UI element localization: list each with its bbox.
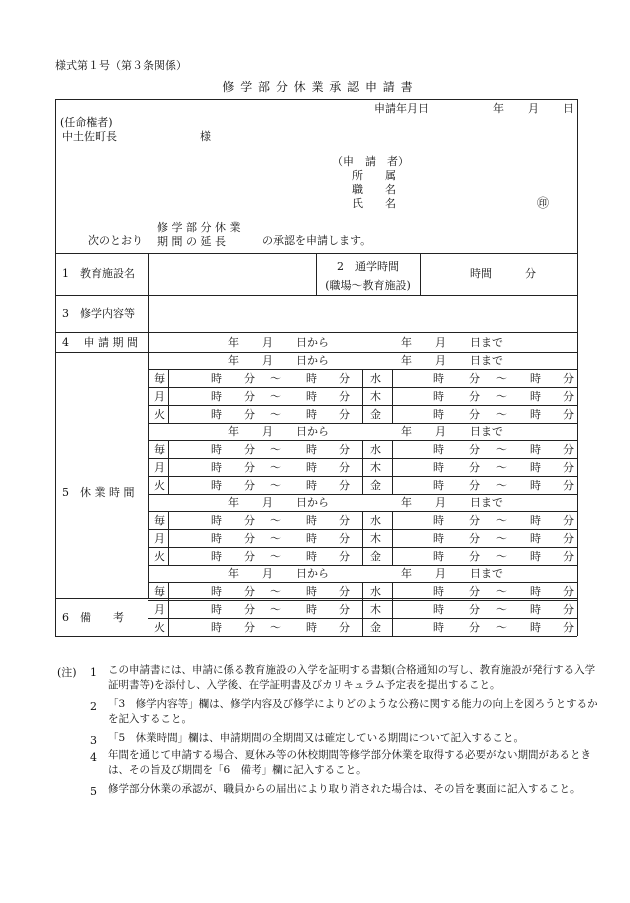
end-hour-label: 時 — [306, 585, 317, 598]
note-number: 3 — [90, 734, 97, 747]
end-hour-label: 時 — [530, 461, 541, 474]
weekday-divider — [362, 369, 363, 423]
period-start-month: 月 — [262, 336, 273, 349]
weekday-label: 水 — [370, 585, 381, 598]
period-label: 4 申 請 期 間 — [62, 336, 138, 349]
weekday-divider — [392, 511, 393, 565]
start-hour-label: 時 — [211, 585, 222, 598]
notes-label: (注) — [57, 666, 77, 679]
hours-row-divider — [148, 618, 577, 619]
note-number: 2 — [90, 700, 97, 713]
commute-label: 2 通学時間 — [337, 260, 399, 273]
start-minute-label: 分 — [244, 461, 255, 474]
tilde: ～ — [270, 532, 281, 545]
end-minute-label: 分 — [339, 550, 350, 563]
affiliation-label: 所 属 — [352, 169, 396, 182]
weekday-label: 金 — [370, 621, 381, 634]
weekday-divider — [392, 369, 393, 423]
start-minute-label: 分 — [469, 603, 480, 616]
weekday-label: 金 — [370, 408, 381, 421]
weekday-divider — [392, 582, 393, 636]
start-minute-label: 分 — [469, 621, 480, 634]
end-hour-label: 時 — [530, 443, 541, 456]
start-minute-label: 分 — [244, 479, 255, 492]
start-minute-label: 分 — [469, 443, 480, 456]
end-minute-label: 分 — [339, 585, 350, 598]
tilde: ～ — [496, 390, 507, 403]
content-label: 3 修学内容等 — [62, 307, 135, 320]
hours-start-year: 年 — [228, 425, 239, 438]
start-minute-label: 分 — [244, 408, 255, 421]
tilde: ～ — [270, 479, 281, 492]
weekday-label: 火 — [154, 479, 165, 492]
note-text: 「3 修学内容等」欄は、修学内容及び修学によりどのような公務に関する能力の向上を図ろうとするかを記入すること。 — [108, 698, 598, 725]
hours-row-divider — [148, 405, 577, 406]
hours-start-month: 月 — [262, 496, 273, 509]
end-minute-label: 分 — [339, 532, 350, 545]
tilde: ～ — [496, 603, 507, 616]
weekday-label: 毎 — [154, 514, 165, 527]
appointer-label: (任命権者) — [60, 116, 113, 129]
weekday-label: 木 — [370, 532, 381, 545]
hours-row-divider — [148, 529, 577, 530]
start-hour-label: 時 — [211, 550, 222, 563]
end-hour-label: 時 — [306, 532, 317, 545]
end-hour-label: 時 — [306, 514, 317, 527]
hours-end-year: 年 — [401, 567, 412, 580]
end-hour-label: 時 — [306, 603, 317, 616]
hours-row-divider — [148, 458, 577, 459]
note-text: 「5 休業時間」欄は、申請期間の全期間又は確定している期間について記入すること。 — [108, 732, 524, 744]
tilde: ～ — [270, 372, 281, 385]
start-minute-label: 分 — [244, 514, 255, 527]
note-number: 1 — [90, 666, 97, 679]
start-minute-label: 分 — [244, 550, 255, 563]
start-hour-label: 時 — [433, 443, 444, 456]
weekday-divider — [168, 511, 169, 565]
note-number: 4 — [90, 751, 97, 764]
tilde: ～ — [496, 408, 507, 421]
start-minute-label: 分 — [244, 532, 255, 545]
hours-start-year: 年 — [228, 496, 239, 509]
hours-start-from: 日から — [296, 354, 329, 367]
end-hour-label: 時 — [306, 390, 317, 403]
seal-mark: ㊞ — [537, 196, 550, 210]
start-minute-label: 分 — [469, 479, 480, 492]
weekday-label: 木 — [370, 390, 381, 403]
addressee-honorific: 様 — [200, 130, 211, 143]
weekday-label: 月 — [154, 461, 165, 474]
start-hour-label: 時 — [433, 550, 444, 563]
start-minute-label: 分 — [244, 443, 255, 456]
commute-sublabel: (職場～教育施設) — [325, 279, 411, 292]
request-prefix: 次のとおり — [88, 234, 143, 247]
request-option-extension: 期 間 の 延 長 — [157, 235, 226, 248]
addressee: 中土佐町長 — [62, 130, 117, 143]
date-month-label: 月 — [528, 102, 539, 115]
tilde: ～ — [270, 461, 281, 474]
position-label: 職 名 — [352, 183, 396, 196]
end-hour-label: 時 — [530, 603, 541, 616]
facility-value[interactable] — [152, 258, 312, 292]
tilde: ～ — [496, 621, 507, 634]
period-end-until: 日まで — [470, 336, 503, 349]
weekday-divider — [168, 582, 169, 636]
end-hour-label: 時 — [530, 408, 541, 421]
end-minute-label: 分 — [339, 390, 350, 403]
start-minute-label: 分 — [469, 585, 480, 598]
period-start-year: 年 — [228, 336, 239, 349]
end-minute-label: 分 — [339, 443, 350, 456]
end-minute-label: 分 — [563, 479, 574, 492]
start-minute-label: 分 — [469, 372, 480, 385]
end-minute-label: 分 — [563, 621, 574, 634]
tilde: ～ — [496, 550, 507, 563]
date-year-label: 年 — [493, 102, 504, 115]
weekday-label: 月 — [154, 390, 165, 403]
end-hour-label: 時 — [530, 514, 541, 527]
weekday-label: 月 — [154, 603, 165, 616]
end-minute-label: 分 — [563, 461, 574, 474]
date-day-label: 日 — [563, 102, 574, 115]
hours-start-month: 月 — [262, 567, 273, 580]
hours-end-month: 月 — [435, 425, 446, 438]
tilde: ～ — [270, 514, 281, 527]
weekday-label: 毎 — [154, 585, 165, 598]
tilde: ～ — [270, 585, 281, 598]
end-hour-label: 時 — [306, 372, 317, 385]
weekday-label: 毎 — [154, 443, 165, 456]
end-minute-label: 分 — [339, 461, 350, 474]
request-option-leave: 修 学 部 分 休 業 — [157, 221, 241, 234]
weekday-divider — [362, 582, 363, 636]
start-hour-label: 時 — [433, 479, 444, 492]
end-minute-label: 分 — [563, 372, 574, 385]
end-hour-label: 時 — [306, 550, 317, 563]
tilde: ～ — [496, 443, 507, 456]
hours-end-month: 月 — [435, 354, 446, 367]
weekday-label: 木 — [370, 603, 381, 616]
start-hour-label: 時 — [433, 532, 444, 545]
end-minute-label: 分 — [563, 550, 574, 563]
tilde: ～ — [270, 390, 281, 403]
note-number: 5 — [90, 785, 97, 798]
note-text: 年間を通じて申請する場合、夏休み等の休校期間等修学部分休業を取得する必要がない期間があるときは、その旨及び期間を「6 備考」欄に記入すること。 — [108, 749, 591, 776]
end-minute-label: 分 — [563, 408, 574, 421]
weekday-label: 水 — [370, 443, 381, 456]
tilde: ～ — [270, 443, 281, 456]
end-hour-label: 時 — [306, 443, 317, 456]
tilde: ～ — [270, 603, 281, 616]
period-end-month: 月 — [435, 336, 446, 349]
name-label: 氏 名 — [352, 197, 396, 210]
hours-end-month: 月 — [435, 496, 446, 509]
end-minute-label: 分 — [339, 603, 350, 616]
hours-row-divider — [148, 387, 577, 388]
note-text: この申請書には、申請に係る教育施設の入学を証明する書類(合格通知の写し、教育施設が発行する入学証明書等)を添付し、入学後、在学証明書及びカリキュラム予定表を提出すること。 — [108, 664, 596, 691]
hours-block-divider — [148, 494, 577, 495]
request-suffix: の承認を申請します。 — [262, 234, 372, 247]
period-end-year: 年 — [401, 336, 412, 349]
weekday-label: 水 — [370, 514, 381, 527]
start-hour-label: 時 — [211, 372, 222, 385]
hours-end-until: 日まで — [470, 354, 503, 367]
start-minute-label: 分 — [469, 532, 480, 545]
tilde: ～ — [270, 408, 281, 421]
start-minute-label: 分 — [244, 621, 255, 634]
start-hour-label: 時 — [433, 603, 444, 616]
hours-row-divider — [148, 476, 577, 477]
start-hour-label: 時 — [211, 621, 222, 634]
end-hour-label: 時 — [530, 479, 541, 492]
hours-end-until: 日まで — [470, 567, 503, 580]
weekday-divider — [362, 511, 363, 565]
hours-row-divider — [148, 600, 577, 601]
end-minute-label: 分 — [339, 514, 350, 527]
hours-start-year: 年 — [228, 567, 239, 580]
end-minute-label: 分 — [339, 621, 350, 634]
weekday-label: 毎 — [154, 372, 165, 385]
end-minute-label: 分 — [563, 532, 574, 545]
hours-end-until: 日まで — [470, 496, 503, 509]
tilde: ～ — [270, 621, 281, 634]
start-hour-label: 時 — [433, 585, 444, 598]
hours-start-from: 日から — [296, 567, 329, 580]
start-hour-label: 時 — [211, 532, 222, 545]
start-minute-label: 分 — [244, 603, 255, 616]
end-hour-label: 時 — [306, 621, 317, 634]
start-hour-label: 時 — [211, 390, 222, 403]
end-hour-label: 時 — [530, 532, 541, 545]
hours-label: 5 休 業 時 間 — [62, 486, 135, 499]
end-hour-label: 時 — [306, 461, 317, 474]
weekday-divider — [362, 440, 363, 494]
commute-value[interactable]: 時間 分 — [470, 267, 536, 280]
start-hour-label: 時 — [211, 603, 222, 616]
start-hour-label: 時 — [433, 514, 444, 527]
start-hour-label: 時 — [211, 443, 222, 456]
weekday-label: 水 — [370, 372, 381, 385]
hours-start-year: 年 — [228, 354, 239, 367]
start-hour-label: 時 — [433, 408, 444, 421]
remarks-label: 6 備 考 — [62, 611, 124, 624]
weekday-divider — [392, 440, 393, 494]
weekday-divider — [168, 440, 169, 494]
weekday-label: 火 — [154, 408, 165, 421]
end-hour-label: 時 — [530, 372, 541, 385]
application-date-label: 申請年月日 — [374, 102, 429, 115]
end-minute-label: 分 — [339, 408, 350, 421]
hours-end-year: 年 — [401, 496, 412, 509]
end-hour-label: 時 — [530, 621, 541, 634]
hours-start-month: 月 — [262, 354, 273, 367]
start-minute-label: 分 — [244, 585, 255, 598]
end-minute-label: 分 — [563, 585, 574, 598]
weekday-label: 木 — [370, 461, 381, 474]
start-minute-label: 分 — [244, 372, 255, 385]
tilde: ～ — [270, 550, 281, 563]
start-hour-label: 時 — [211, 408, 222, 421]
period-start-from: 日から — [296, 336, 329, 349]
start-hour-label: 時 — [211, 514, 222, 527]
hours-block-divider — [148, 565, 577, 566]
end-minute-label: 分 — [339, 372, 350, 385]
start-hour-label: 時 — [433, 390, 444, 403]
tilde: ～ — [496, 532, 507, 545]
start-hour-label: 時 — [211, 479, 222, 492]
weekday-label: 火 — [154, 550, 165, 563]
end-minute-label: 分 — [563, 390, 574, 403]
weekday-divider — [168, 369, 169, 423]
end-minute-label: 分 — [563, 514, 574, 527]
note-text: 修学部分休業の承認が、職員からの届出により取り消された場合は、その旨を裏面に記入すること。 — [108, 783, 581, 795]
tilde: ～ — [496, 514, 507, 527]
tilde: ～ — [496, 479, 507, 492]
weekday-label: 火 — [154, 621, 165, 634]
tilde: ～ — [496, 461, 507, 474]
tilde: ～ — [496, 585, 507, 598]
end-hour-label: 時 — [306, 408, 317, 421]
hours-block-divider — [148, 423, 577, 424]
end-hour-label: 時 — [530, 390, 541, 403]
start-minute-label: 分 — [469, 514, 480, 527]
form-number: 様式第１号（第３条関係） — [55, 59, 187, 72]
hours-row-divider — [148, 547, 577, 548]
weekday-label: 月 — [154, 532, 165, 545]
start-minute-label: 分 — [244, 390, 255, 403]
weekday-label: 金 — [370, 550, 381, 563]
applicant-label: （申 請 者） — [332, 155, 409, 168]
start-minute-label: 分 — [469, 550, 480, 563]
start-hour-label: 時 — [211, 461, 222, 474]
end-hour-label: 時 — [306, 479, 317, 492]
tilde: ～ — [496, 372, 507, 385]
start-minute-label: 分 — [469, 461, 480, 474]
page-title: 修 学 部 分 休 業 承 認 申 請 書 — [222, 80, 414, 94]
start-hour-label: 時 — [433, 372, 444, 385]
start-minute-label: 分 — [469, 408, 480, 421]
hours-start-month: 月 — [262, 425, 273, 438]
hours-end-year: 年 — [401, 354, 412, 367]
start-minute-label: 分 — [469, 390, 480, 403]
hours-start-from: 日から — [296, 496, 329, 509]
hours-end-until: 日まで — [470, 425, 503, 438]
weekday-label: 金 — [370, 479, 381, 492]
facility-label: 1 教育施設名 — [62, 267, 135, 280]
end-minute-label: 分 — [339, 479, 350, 492]
end-hour-label: 時 — [530, 585, 541, 598]
hours-start-from: 日から — [296, 425, 329, 438]
end-minute-label: 分 — [563, 603, 574, 616]
start-hour-label: 時 — [433, 621, 444, 634]
hours-end-month: 月 — [435, 567, 446, 580]
hours-end-year: 年 — [401, 425, 412, 438]
start-hour-label: 時 — [433, 461, 444, 474]
end-minute-label: 分 — [563, 443, 574, 456]
end-hour-label: 時 — [530, 550, 541, 563]
